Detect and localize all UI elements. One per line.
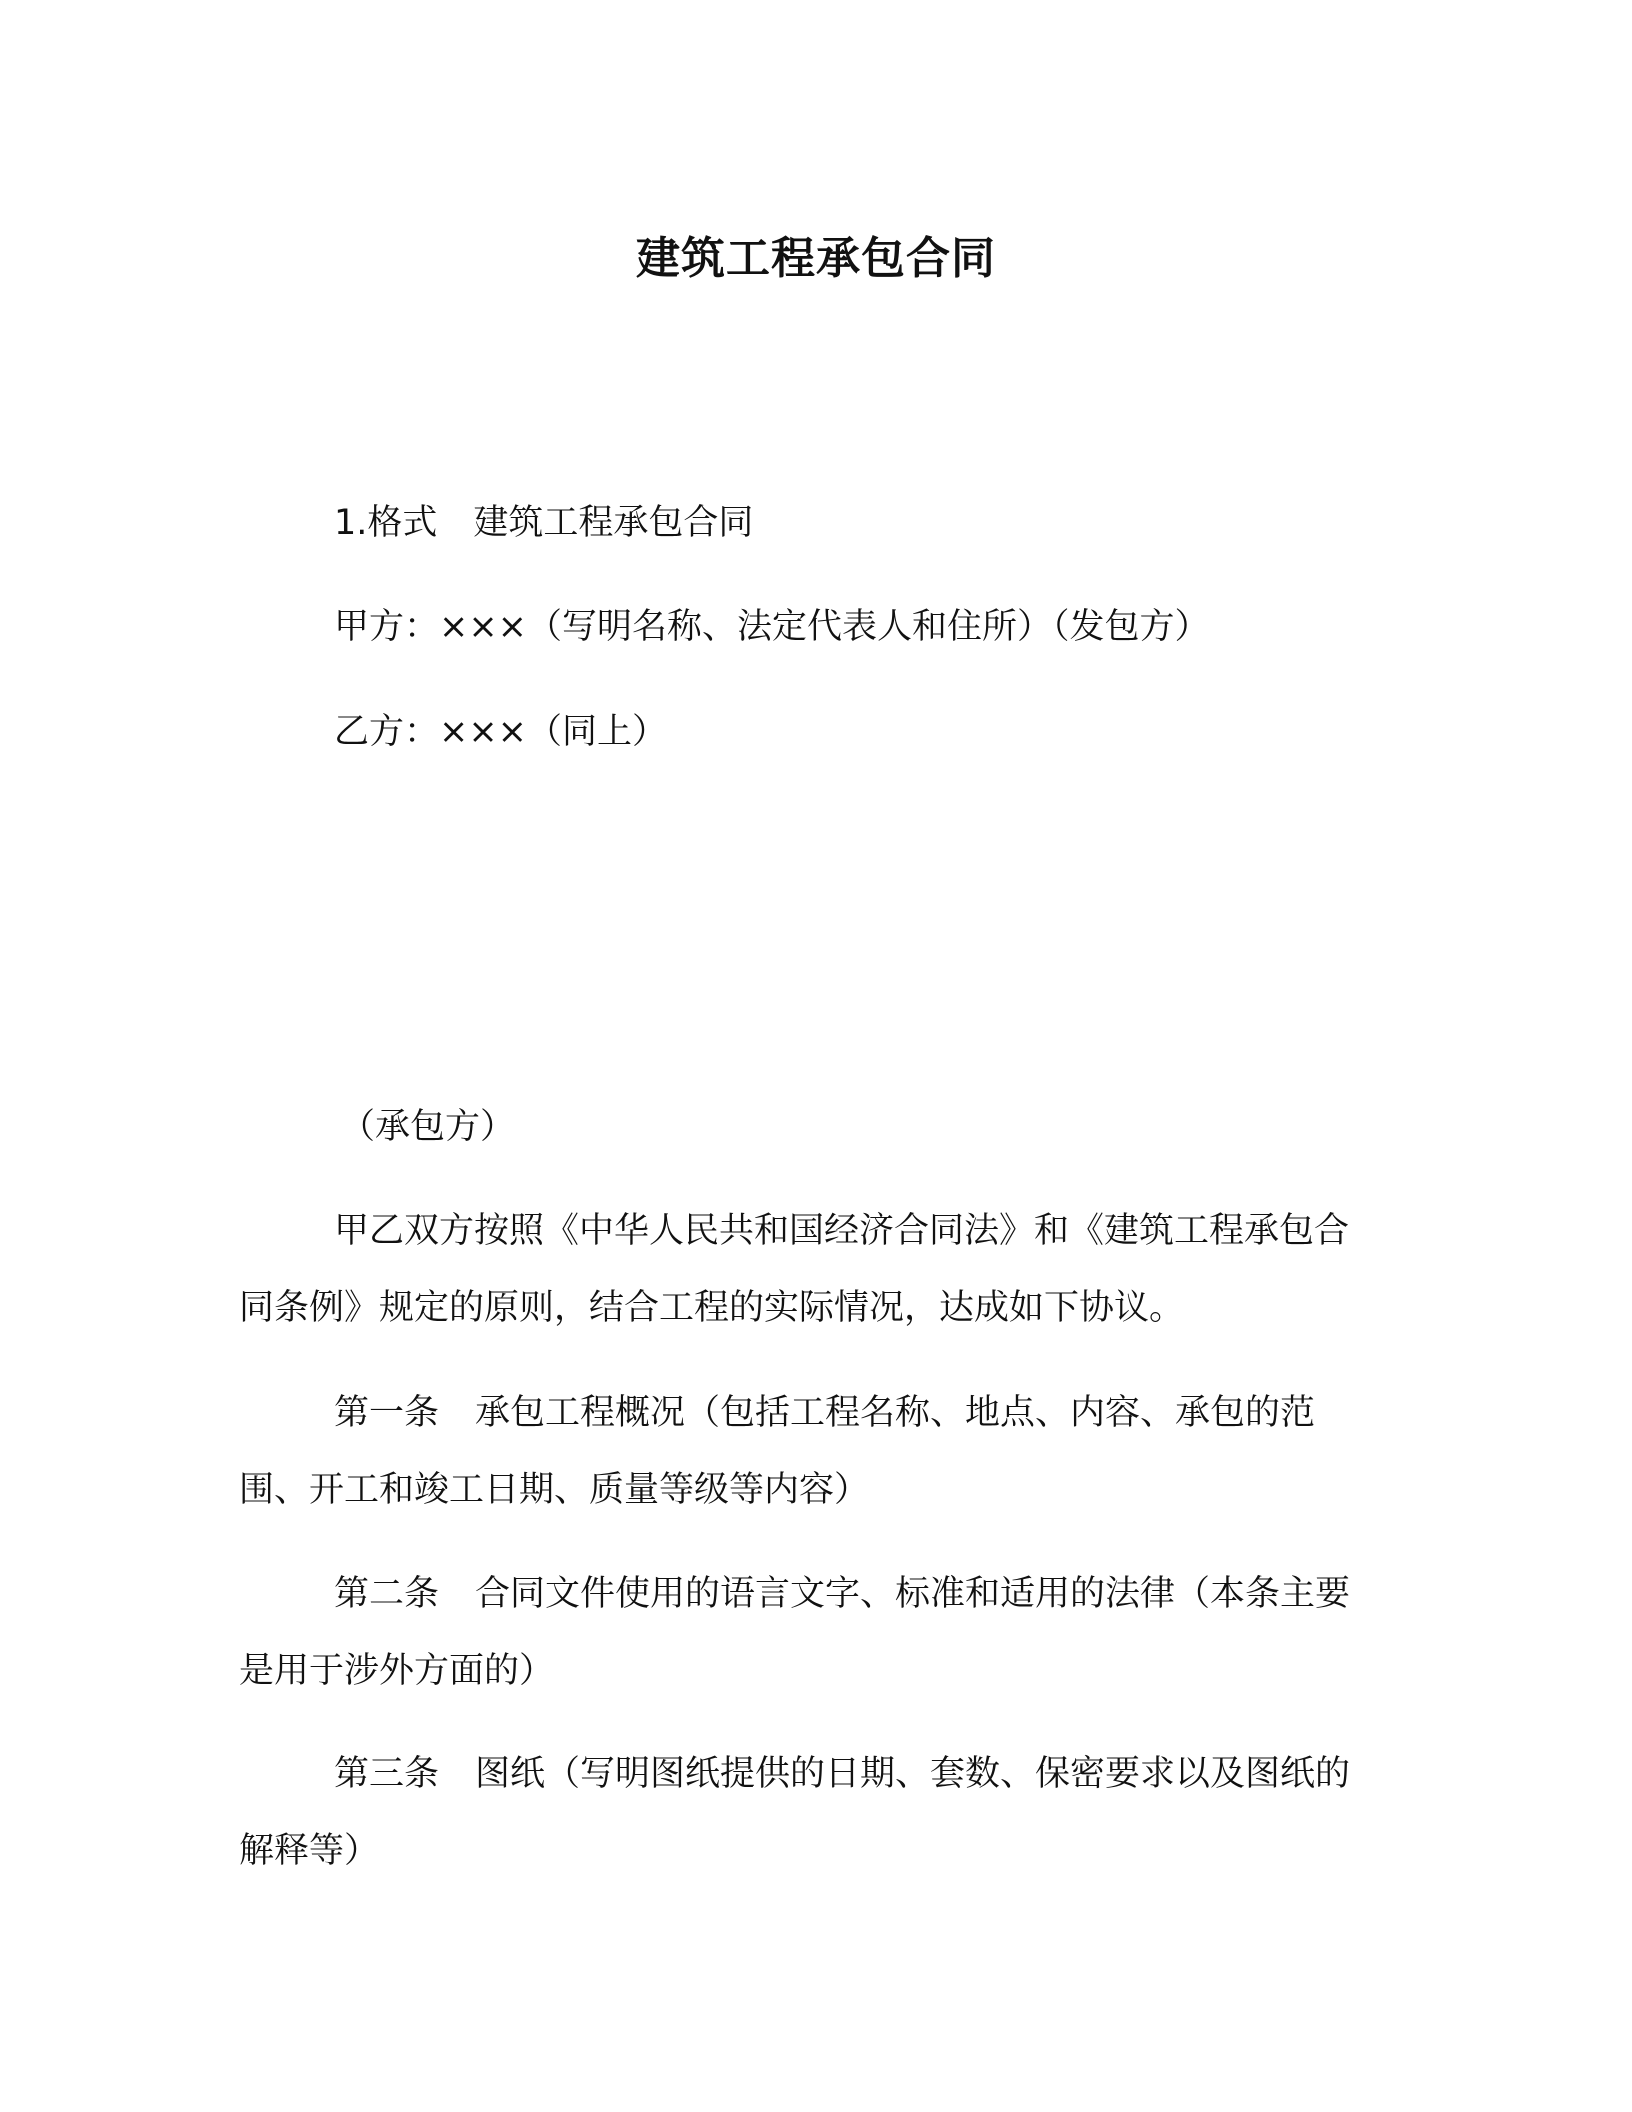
article-3-label: 第三条 bbox=[334, 1754, 440, 1794]
article-2-text: 合同文件使用的语言文字、标准和适用的法律（本条主要是用于涉外方面的） bbox=[239, 1574, 1351, 1691]
article-2 bbox=[239, 1556, 1379, 1710]
format-line bbox=[334, 495, 753, 545]
document-title: 建筑工程承包合同 bbox=[636, 233, 996, 284]
article-3 bbox=[239, 1736, 1379, 1890]
contractor-label: （承包方） bbox=[340, 1107, 516, 1147]
article-1-label: 第一条 bbox=[334, 1393, 440, 1433]
article-1-text: 承包工程概况（包括工程名称、地点、内容、承包的范围、开工和竣工日期、质量等级等内容） bbox=[239, 1393, 1316, 1510]
party-b-line: 乙方：×××（同上） bbox=[334, 712, 667, 752]
article-2-label: 第二条 bbox=[334, 1574, 440, 1614]
article-1 bbox=[239, 1375, 1379, 1529]
intro-paragraph: 甲乙双方按照《中华人民共和国经济合同法》和《建筑工程承包合同条例》规定的原则，结合工程的实际情况，达成如下协议。 bbox=[239, 1211, 1350, 1328]
article-3-text: 图纸（写明图纸提供的日期、套数、保密要求以及图纸的解释等） bbox=[239, 1754, 1351, 1871]
format-text: 建筑工程承包合同 bbox=[473, 503, 754, 543]
party-a-line: 甲方：×××（写明名称、法定代表人和住所）（发包方） bbox=[334, 607, 1210, 647]
format-number: 1.格式 bbox=[334, 503, 438, 543]
